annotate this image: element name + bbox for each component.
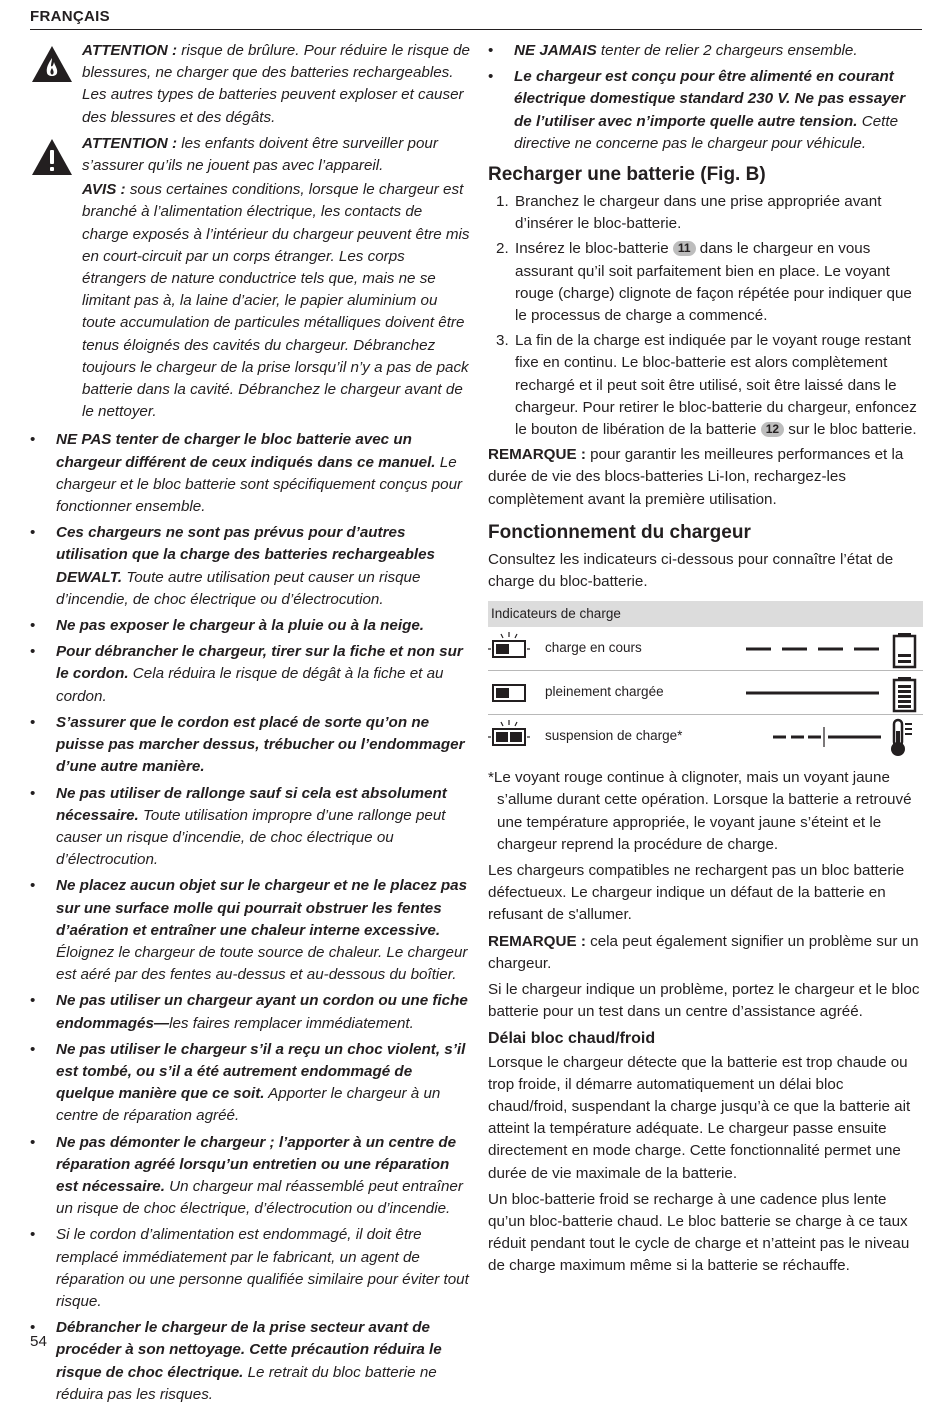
figure-callout-badge: 12 [761,422,784,437]
bullet-bold: Ne placez aucun objet sur le chargeur et ne le placez pas sur une surface molle qui pourrait obstruer les fentes d’aération et entraîner une chaleur interne excessive. [56,877,468,939]
steady-light-icon [493,685,525,701]
indicator-label: pleinement chargée [545,684,664,700]
warning-children [30,133,470,177]
blinking-light-icon [488,632,530,657]
table-row [488,715,923,759]
charge-indicators-table [488,601,923,759]
thermometer-icon [891,720,912,756]
dash-then-solid-pattern [773,727,881,747]
list-item [30,1317,470,1406]
remarque-text: cela peut également signifier un problème sur un chargeur. [488,932,919,972]
bullet-bold: Le chargeur est conçu pour être alimenté en courant électrique domestique standard 230 V. Ne pas essayer de l’utiliser avec n’importe quelle autre tension. [514,68,906,130]
bullet-text: les faires remplacer immédiatement. [169,1014,414,1032]
step-number: 1. [496,193,509,211]
step-text: sur le bloc batterie. [784,421,917,439]
bullet-bold: Ces chargeurs ne sont pas prévus pour d’autres utilisation que la charge des batteries rechargeables DEWALT. [56,524,435,586]
right-column [488,40,923,1282]
avis-label: AVIS : [82,181,126,199]
list-item [30,429,470,518]
bullet-text: Toute utilisation impropre d’une rallonge peut causer un risque d’incendie, de choc électrique ou d’électrocution. [56,806,446,869]
fire-warning-icon [30,44,74,84]
table-row [488,627,923,671]
problem-text: Si le chargeur indique un problème, portez le chargeur et le bloc batterie pour un test dans un centre d’assistance agréé. [488,981,920,1021]
battery-full-icon [894,677,915,711]
compat-text: Les chargeurs compatibles ne rechargent pas un bloc batterie défectueux. Le chargeur indique un défaut de la batterie en refusant de s'allumer. [488,862,905,924]
indicator-label: suspension de charge* [545,728,683,744]
figure-callout-badge: 11 [673,241,696,256]
bullet-bold: S’assurer que le cordon est placé de sorte qu’on ne puisse pas marcher dessus, trébucher ou l’endommager d’une autre manière. [56,713,465,776]
step-text: dans le chargeur en vous assurant qu’il soit parfaitement bien en place. Le voyant rouge (charge) clignote de façon répétée pour indiquer que le processus de charge a commencé. [515,240,912,325]
left-column [30,40,470,1410]
bullet-text: Si le cordon d’alimentation est endommagé, il doit être remplacé immédiatement par le fabricant, un agent de réparation ou une personne qualifiée similaire pour éviter tout risque. [56,1226,469,1310]
recharge-steps [488,191,923,441]
warning-label: ATTENTION : [82,42,178,59]
remarque-note [488,444,923,511]
step-text: La fin de la charge est indiquée par le voyant rouge restant fixe en continu. Le bloc-batterie est alors complètement rechargé et il peut soit être utilisé, soit être laissé dans le chargeur. Pour retirer le bloc-batterie du chargeur, enfoncez le bouton de libération de la batterie [515,332,917,439]
list-item [30,875,470,986]
bullet-bold: Ne pas exposer le chargeur à la pluie ou à la neige. [56,617,425,635]
bullet-text: Éloignez le chargeur de toute source de chaleur. Le chargeur est aéré par des fentes au-dessus et au-dessous du boîtier. [56,943,468,984]
bullet-bold: NE JAMAIS [514,42,597,59]
bullet-bold: Ne pas utiliser de rallonge sauf si cela est absolument nécessaire. [56,784,447,824]
bullet-bold: Débrancher le chargeur de la prise secteur avant de procéder à son nettoyage. Cette précaution réduira le risque de choc électrique. [56,1319,442,1381]
bullet-text: Apporter le chargeur à un centre de réparation agréé. [56,1085,441,1125]
avis-notice [30,179,470,423]
bullet-text: Cela réduira le risque de dégât à la fiche et au cordon. [56,665,444,705]
bullet-bold: Ne pas utiliser un chargeur ayant un cordon ou une fiche endommagés— [56,992,468,1032]
list-item [488,66,923,155]
warning-text: les enfants doivent être surveiller pour s’assurer qu’ils ne jouent pas avec l’appareil. [82,134,438,175]
list-item [30,783,470,872]
bullet-text: Un chargeur mal réassemblé peut entraîner un risque de choc électrique, d’électrocution ou d’incendie. [56,1177,463,1218]
battery-charging-icon [894,633,915,667]
indicator-label: charge en cours [545,640,642,656]
charger-list [488,40,923,155]
remarque-text: pour garantir les meilleures performances et la durée de vie des blocs-batteries Li-Ion, rechargez-les complètement avant la première utilisation. [488,446,904,508]
table-header: Indicateurs de charge [488,601,923,627]
delai-title: Délai bloc chaud/froid [488,1029,656,1047]
list-item [30,1224,470,1313]
step-number: 2. [496,240,509,258]
avis-text: sous certaines conditions, lorsque le chargeur est branché à l’alimentation électrique, les contacts de charge exposés à l’intérieur du chargeur peuvent être mis en court-circuit par un corps étranger. Les corps étrangers de nature conductrice tels que, mais ne se limitant pas à, la laine d’acier, le papier aluminium ou toute accumulation de particules métalliques doivent être tenus éloignés des cavités du chargeur. Débranchez toujours le chargeur de la prise lorsqu’il n’y a pas de pack batterie dans la cavité. Débranchez le chargeur avant de le nettoyer. [82,181,470,421]
language-title: FRANÇAIS [30,8,110,25]
list-item [30,712,470,779]
bullet-text: Le retrait du bloc batterie ne réduira pas les risques. [56,1363,437,1403]
bullet-text: Toute autre utilisation peut causer un risque d’incendie, de choc électrique ou d’électrocution. [56,568,421,608]
step-item [488,330,923,441]
remarque-label: REMARQUE : [488,446,586,464]
list-item [30,641,470,708]
step-item [488,238,923,327]
step-number: 3. [496,332,509,350]
step-item [488,191,923,235]
list-item [30,1039,470,1128]
remarque-label: REMARQUE : [488,932,586,950]
footnote: *Le voyant rouge continue à clignoter, mais un voyant jaune s’allume durant cette opération. Lorsque la batterie a retrouvé une température appropriée, le voyant jaune s’éteint et le chargeur reprend la procédure de charge. [488,769,912,853]
exclamation-warning-icon [30,137,74,177]
delai-paragraph-2: Un bloc-batterie froid se recharge à une cadence plus lente qu’un bloc-batterie chaud. Le bloc batterie se charge à ce taux réduit pendant tout le cycle de charge et n’atteint pas le niveau de charge maximum même si la batterie se réchauffe. [488,1190,910,1275]
table-row [488,671,923,715]
warning-burn [30,40,470,129]
page-header [30,8,922,30]
list-item [488,40,923,62]
bullet-bold: Pour débrancher le chargeur, tirer sur la fiche et non sur le cordon. [56,643,463,683]
bullet-bold: Ne pas démonter le chargeur ; l’apporter à un centre de réparation agréé lorsqu’un entretien ou une réparation est nécessaire. [56,1133,457,1195]
bullet-bold: Ne pas utiliser le chargeur s’il a reçu un choc violent, s’il est tombé, ou s’il a été autrement endommagé de quelque manière que ce soit. [56,1040,466,1103]
remarque-note-2 [488,931,923,975]
two-lights-blink-icon [488,720,530,745]
fonctionnement-title: Fonctionnement du chargeur [488,521,751,543]
recharge-title: Recharger une batterie (Fig. B) [488,164,766,186]
bullet-bold: NE PAS tenter de charger le bloc batterie avec un chargeur différent de ceux indiqués dans ce manuel. [56,431,436,471]
list-item [30,1132,470,1221]
bullet-text: tenter de relier 2 chargeurs ensemble. [596,42,858,59]
page-number: 54 [30,1333,47,1350]
bullet-text: Cette directive ne concerne pas le chargeur pour véhicule. [514,112,899,152]
list-item [30,990,470,1034]
step-text: Insérez le bloc-batterie [515,240,673,258]
warning-text: risque de brûlure. Pour réduire le risque de blessures, ne charger que des batteries rechargeables. Les autres types de batteries peuvent exploser et causer des blessures et des dégâts. [82,42,471,126]
list-item [30,522,470,611]
safety-list [30,429,470,1406]
list-item [30,615,470,637]
step-text: Branchez le chargeur dans une prise appropriée avant d’insérer le bloc-batterie. [515,193,882,233]
warning-label: ATTENTION : [82,134,178,152]
bullet-text: Le chargeur et le bloc batterie sont spécifiquement conçus pour fonctionner ensemble. [56,453,463,516]
fonctionnement-intro: Consultez les indicateurs ci-dessous pour connaître l’état de charge du bloc-batterie. [488,550,894,591]
delai-paragraph-1: Lorsque le chargeur détecte que la batterie est trop chaude ou trop froide, il démarre automatiquement un délai bloc chaud/froid, suspendant la charge jusqu’à ce que la batterie ait atteint la température adéquate. Le chargeur passe ensuite directement en mode charge. Cette fonctionnalité permet une durée de vie maximale de la batterie. [488,1053,911,1182]
